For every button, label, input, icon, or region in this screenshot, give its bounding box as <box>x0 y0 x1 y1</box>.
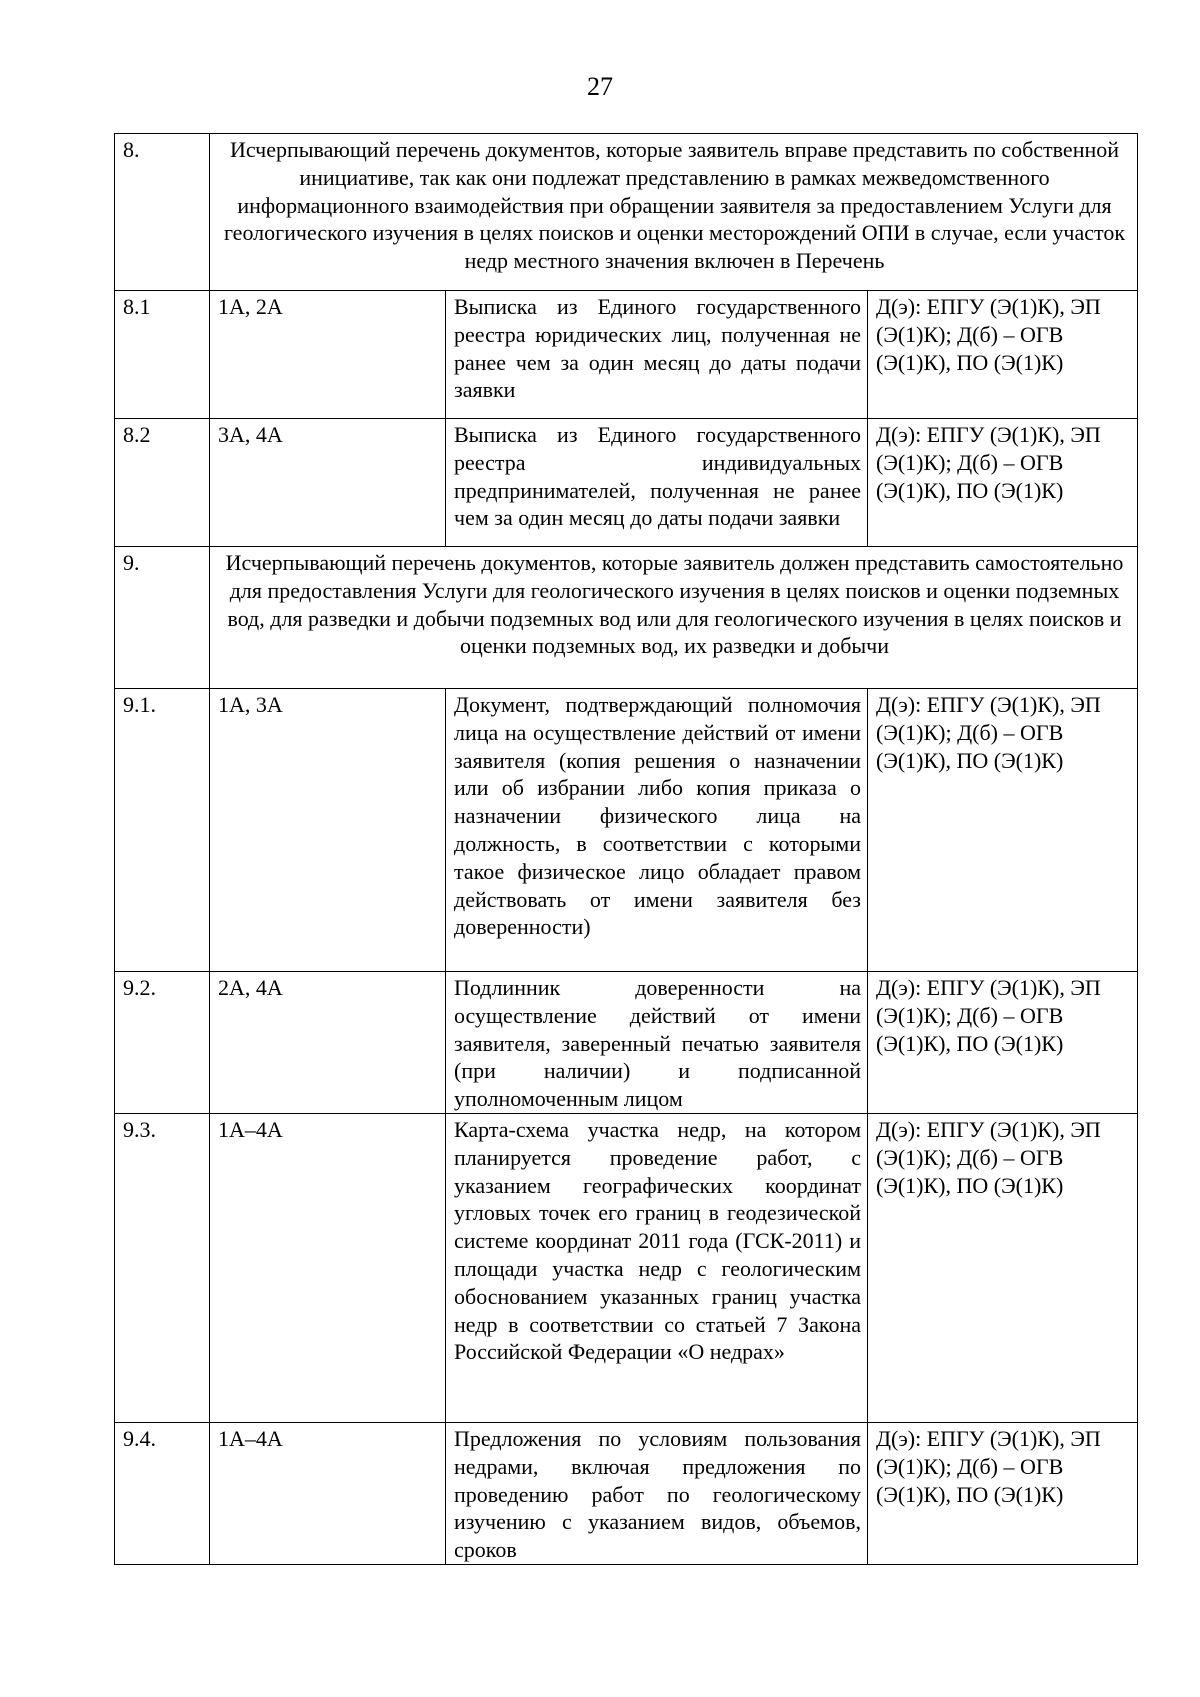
table-row <box>115 134 1138 291</box>
document-description: Документ, подтверждающий полномочия лица на осуществление действий от имени заявителя (копия решения о назначении или об избрании либо копия приказа о назначении физического лица на должность, в соответствии с которыми такое физическое лицо обладает правом действовать от имени заявителя без доверенности) <box>446 689 868 972</box>
item-number: 8.1 <box>115 291 210 419</box>
item-number: 9.1. <box>115 689 210 972</box>
applicant-codes: 3А, 4А <box>210 419 446 547</box>
table-row <box>115 689 1138 972</box>
applicant-codes: 1А, 3А <box>210 689 446 972</box>
document-description: Выписка из Единого государственного реестра юридических лиц, полученная не ранее чем за один месяц до даты подачи заявки <box>446 291 868 419</box>
submission-methods: Д(э): ЕПГУ (Э(1)К), ЭП (Э(1)К); Д(б) – ОГВ (Э(1)К), ПО (Э(1)К) <box>868 972 1138 1114</box>
item-number: 8.2 <box>115 419 210 547</box>
table-row <box>115 972 1138 1114</box>
applicant-codes: 2А, 4А <box>210 972 446 1114</box>
table-row <box>115 419 1138 547</box>
table-row <box>115 1422 1138 1564</box>
table-row <box>115 291 1138 419</box>
document-description: Карта-схема участка недр, на котором планируется проведение работ, с указанием географических координат угловых точек его границ в геодезической системе координат 2011 года (ГСК-2011) и площади участка недр с геологическим обоснованием указанных границ участка недр в соответствии со статьей 7 Закона Российской Федерации «О недрах» <box>446 1113 868 1422</box>
applicant-codes: 1А–4А <box>210 1422 446 1564</box>
section-number: 8. <box>115 134 210 291</box>
submission-methods: Д(э): ЕПГУ (Э(1)К), ЭП (Э(1)К); Д(б) – ОГВ (Э(1)К), ПО (Э(1)К) <box>868 1422 1138 1564</box>
submission-methods: Д(э): ЕПГУ (Э(1)К), ЭП (Э(1)К); Д(б) – ОГВ (Э(1)К), ПО (Э(1)К) <box>868 291 1138 419</box>
item-number: 9.2. <box>115 972 210 1114</box>
document-description: Выписка из Единого государственного реестра индивидуальных предпринимателей, полученная не ранее чем за один месяц до даты подачи заявки <box>446 419 868 547</box>
submission-methods: Д(э): ЕПГУ (Э(1)К), ЭП (Э(1)К); Д(б) – ОГВ (Э(1)К), ПО (Э(1)К) <box>868 1113 1138 1422</box>
documents-table <box>114 133 1138 1565</box>
submission-methods: Д(э): ЕПГУ (Э(1)К), ЭП (Э(1)К); Д(б) – ОГВ (Э(1)К), ПО (Э(1)К) <box>868 689 1138 972</box>
submission-methods: Д(э): ЕПГУ (Э(1)К), ЭП (Э(1)К); Д(б) – ОГВ (Э(1)К), ПО (Э(1)К) <box>868 419 1138 547</box>
section-number: 9. <box>115 547 210 689</box>
item-number: 9.4. <box>115 1422 210 1564</box>
table-row <box>115 547 1138 689</box>
item-number: 9.3. <box>115 1113 210 1422</box>
applicant-codes: 1А, 2А <box>210 291 446 419</box>
document-description: Подлинник доверенности на осуществление действий от имени заявителя, заверенный печатью заявителя (при наличии) и подписанной уполномоченным лицом <box>446 972 868 1114</box>
section-heading: Исчерпывающий перечень документов, которые заявитель вправе представить по собственной инициативе, так как они подлежат представлению в рамках межведомственного информационного взаимодействия при обращении заявителя за предоставлением Услуги для геологического изучения в целях поисков и оценки месторождений ОПИ в случае, если участок недр местного значения включен в Перечень <box>210 134 1138 291</box>
applicant-codes: 1А–4А <box>210 1113 446 1422</box>
page-number: 27 <box>587 72 613 101</box>
section-heading: Исчерпывающий перечень документов, которые заявитель должен представить самостоятельно для предоставления Услуги для геологического изучения в целях поисков и оценки подземных вод, для разведки и добычи подземных вод или для геологического изучения в целях поисков и оценки подземных вод, их разведки и добычи <box>210 547 1138 689</box>
document-description: Предложения по условиям пользования недрами, включая предложения по проведению работ по геологическому изучению с указанием видов, объемов, сроков <box>446 1422 868 1564</box>
table-row <box>115 1113 1138 1422</box>
